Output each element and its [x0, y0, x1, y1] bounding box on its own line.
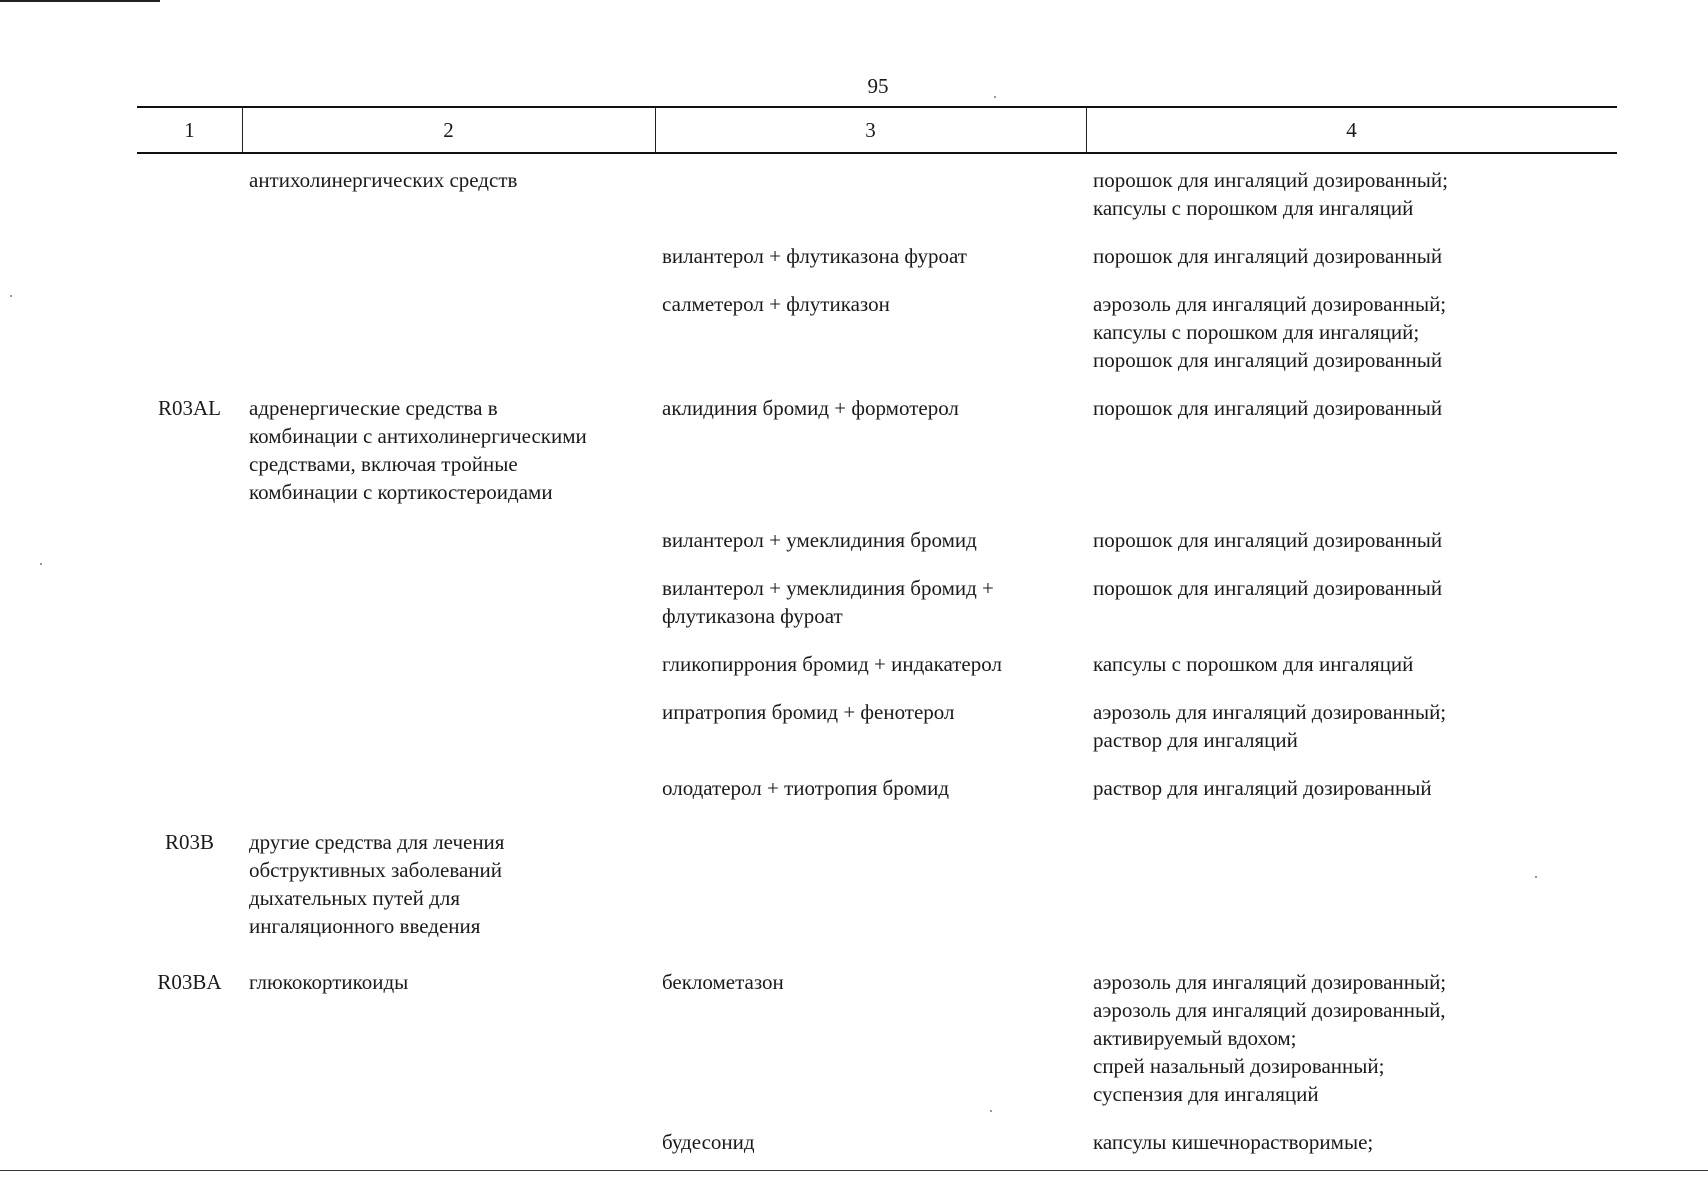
atc-code-cell [137, 774, 242, 802]
scan-speck [40, 563, 42, 565]
dosage-form-cell: аэрозоль для ингаляций дозированный; капсулы с порошком для ингаляций; порошок для ингаляций дозированный [1093, 292, 1447, 372]
scan-speck [990, 1110, 992, 1112]
atc-code-cell [137, 526, 242, 554]
table-row-group [137, 394, 1617, 802]
scan-speck [1535, 876, 1537, 878]
header-col-3: 3 [865, 118, 876, 142]
dosage-form-cell: порошок для ингаляций дозированный [1093, 528, 1443, 552]
scan-speck [994, 96, 996, 98]
drug-name-cell: гликопиррония бромид + индакатерол [662, 652, 1002, 676]
drug-name-cell: беклометазон [662, 970, 784, 994]
atc-code-cell [137, 242, 242, 270]
drug-name-cell [655, 166, 1086, 222]
atc-code-cell: R03BA [157, 970, 222, 994]
table-row [137, 574, 1617, 630]
scan-edge-top [0, 0, 160, 2]
table-row [137, 166, 1617, 222]
group-name-cell: другие средства для лечения обструктивных заболеваний дыхательных путей для ингаляционного введения [249, 830, 505, 938]
atc-code-cell [137, 574, 242, 630]
atc-code-cell [137, 650, 242, 678]
scan-speck [10, 295, 12, 297]
dosage-form-cell: порошок для ингаляций дозированный [1093, 396, 1443, 420]
table-row [137, 526, 1617, 554]
table-row [137, 650, 1617, 678]
group-name-cell [242, 574, 655, 630]
drug-name-cell: ипратропия бромид + фенотерол [662, 700, 955, 724]
group-name-cell [242, 526, 655, 554]
table-row [137, 290, 1617, 374]
table-row-group [137, 828, 1617, 940]
dosage-form-cell: порошок для ингаляций дозированный [1093, 244, 1443, 268]
page-number: 95 [867, 74, 889, 98]
group-name-cell [242, 290, 655, 374]
drug-name-cell: вилантерол + умеклидиния бромид [662, 528, 977, 552]
drug-name-cell: олодатерол + тиотропия бромид [662, 776, 950, 800]
dosage-form-cell: капсулы с порошком для ингаляций [1093, 652, 1414, 676]
drug-name-cell: салметерол + флутиказон [662, 292, 890, 316]
group-name-cell [242, 774, 655, 802]
drug-name-cell [655, 828, 1086, 940]
atc-code-cell [137, 1128, 242, 1156]
header-col-4: 4 [1346, 118, 1357, 142]
dosage-form-cell: аэрозоль для ингаляций дозированный; раствор для ингаляций [1093, 700, 1447, 752]
table-header [137, 106, 1617, 154]
scan-edge-bottom [0, 1170, 1708, 1171]
header-col-1: 1 [184, 118, 195, 142]
table-row [137, 968, 1617, 1108]
dosage-form-cell: капсулы кишечнорастворимые; [1093, 1130, 1374, 1154]
table-row [137, 394, 1617, 506]
group-name-cell [242, 698, 655, 754]
atc-code-cell: R03B [164, 830, 214, 854]
dosage-form-cell: раствор для ингаляций дозированный [1093, 776, 1432, 800]
table-row [137, 828, 1617, 940]
drug-name-cell: аклидиния бромид + формотерол [662, 396, 959, 420]
table-row [137, 774, 1617, 802]
drug-name-cell: будесонид [662, 1130, 755, 1154]
group-name-cell: адренергические средства в комбинации с антихолинергическими средствами, включая тройные комбинации с кортикостероидами [249, 396, 587, 504]
group-name-cell [242, 242, 655, 270]
drug-name-cell: вилантерол + флутиказона фуроат [662, 244, 967, 268]
dosage-form-cell [1086, 828, 1617, 940]
dosage-form-cell: порошок для ингаляций дозированный [1093, 576, 1443, 600]
group-name-cell [242, 650, 655, 678]
dosage-form-cell: порошок для ингаляций дозированный; капсулы с порошком для ингаляций [1093, 168, 1448, 220]
group-name-cell: антихолинергических средств [249, 168, 518, 192]
group-name-cell: глюкокортикоиды [249, 970, 409, 994]
table-row [137, 698, 1617, 754]
table-row [137, 242, 1617, 270]
table-row-group [137, 968, 1617, 1156]
group-name-cell [242, 1128, 655, 1156]
atc-code-cell [137, 290, 242, 374]
table-row [137, 1128, 1617, 1156]
atc-code-cell [137, 166, 242, 222]
table-body [137, 166, 1617, 1176]
table-row-group [137, 166, 1617, 374]
dosage-form-cell: аэрозоль для ингаляций дозированный; аэрозоль для ингаляций дозированный, активируемый вдохом; спрей назальный дозированный; суспензия для ингаляций [1093, 970, 1447, 1106]
header-col-2: 2 [443, 118, 454, 142]
drug-name-cell: вилантерол + умеклидиния бромид + флутиказона фуроат [662, 576, 994, 628]
atc-code-cell: R03AL [158, 396, 221, 420]
atc-code-cell [137, 698, 242, 754]
